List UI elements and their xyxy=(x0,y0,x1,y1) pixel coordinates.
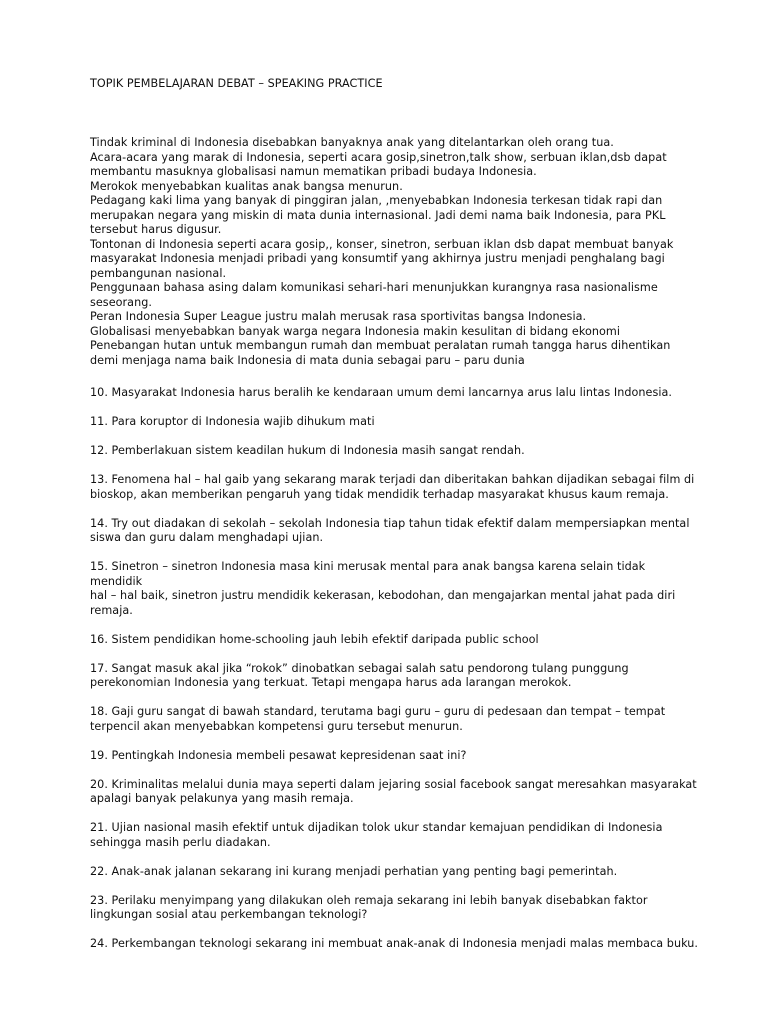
numbered-topic-list xyxy=(90,386,700,966)
intro-topic: Globalisasi menyebabkan banyak warga negara Indonesia makin kesulitan di bidang ekonomi xyxy=(90,324,621,338)
intro-topic-list xyxy=(90,136,700,368)
numbered-topic: 17. Sangat masuk akal jika “rokok” dinobatkan sebagai salah satu pendorong tulang punggung perekonomian Indonesia yang terkuat. Tetapi mengapa harus ada larangan merokok. xyxy=(90,661,629,689)
numbered-topic: 11. Para koruptor di Indonesia wajib dihukum mati xyxy=(90,415,375,428)
intro-topic: Tindak kriminal di Indonesia disebabkan banyaknya anak yang ditelantarkan oleh orang tua. xyxy=(90,136,614,149)
intro-topic: Penggunaan bahasa asing dalam komunikasi sehari-hari menunjukkan kurangnya rasa nasionalisme seseorang. xyxy=(90,281,658,309)
intro-topic: Penebangan hutan untuk membangun rumah dan membuat peralatan rumah tangga harus dihentikan demi menjaga nama baik Indonesia di mata dunia sebagai paru – paru dunia xyxy=(90,339,671,367)
intro-topic: Tontonan di Indonesia seperti acara gosip,, konser, sinetron, serbuan iklan dsb dapat membuat banyak masyarakat Indonesia menjadi pribadi yang konsumtif yang akhirnya justru menjadi penghalang bagi pembangunan nasional. xyxy=(90,237,674,280)
numbered-topic: 20. Kriminalitas melalui dunia maya seperti dalam jejaring sosial facebook sangat meresahkan masyarakat apalagi banyak pelakunya yang masih remaja. xyxy=(90,777,697,805)
numbered-topic: 16. Sistem pendidikan home-schooling jauh lebih efektif daripada public school xyxy=(90,632,539,646)
numbered-topic: 21. Ujian nasional masih efektif untuk dijadikan tolok ukur standar kemajuan pendidikan di Indonesia sehingga masih perlu diadakan. xyxy=(90,821,663,849)
intro-topic: Acara-acara yang marak di Indonesia, seperti acara gosip,sinetron,talk show, serbuan iklan,dsb dapat membantu masuknya globalisasi namun mematikan pribadi budaya Indonesia. xyxy=(90,150,667,178)
numbered-topic: 12. Pemberlakuan sistem keadilan hukum di Indonesia masih sangat rendah. xyxy=(90,444,525,457)
numbered-topic: 14. Try out diadakan di sekolah – sekolah Indonesia tiap tahun tidak efektif dalam mempersiapkan mental siswa dan guru dalam menghadapi ujian. xyxy=(90,516,690,544)
numbered-topic: 15. Sinetron – sinetron Indonesia masa kini merusak mental para anak bangsa karena selain tidak mendidik hal – hal baik, sinetron justru mendidik kekerasan, kebodohan, dan mengajarkan mental jahat pada diri remaja. xyxy=(90,560,676,617)
numbered-topic: 13. Fenomena hal – hal gaib yang sekarang marak terjadi dan diberitakan bahkan dijadikan sebagai film di bioskop, akan memberikan pengaruh yang tidak mendidik terhadap masyarakat khusus kaum remaja. xyxy=(90,473,695,501)
numbered-topic: 18. Gaji guru sangat di bawah standard, terutama bagi guru – guru di pedesaan dan tempat – tempat terpencil akan menyebabkan kompetensi guru tersebut menurun. xyxy=(90,705,666,733)
numbered-topic: 19. Pentingkah Indonesia membeli pesawat kepresidenan saat ini? xyxy=(90,748,467,762)
document-title: TOPIK PEMBELAJARAN DEBAT – SPEAKING PRACTICE xyxy=(90,77,383,90)
numbered-topic: 22. Anak-anak jalanan sekarang ini kurang menjadi perhatian yang penting bagi pemerintah. xyxy=(90,864,618,878)
intro-topic: Merokok menyebabkan kualitas anak bangsa menurun. xyxy=(90,179,403,193)
numbered-topic: 24. Perkembangan teknologi sekarang ini membuat anak-anak di Indonesia menjadi malas membaca buku. xyxy=(90,937,699,950)
numbered-topic: 10. Masyarakat Indonesia harus beralih ke kendaraan umum demi lancarnya arus lalu lintas Indonesia. xyxy=(90,386,673,399)
intro-topic: Pedagang kaki lima yang banyak di pinggiran jalan, ,menyebabkan Indonesia terkesan tidak rapi dan merupakan negara yang miskin di mata dunia internasional. Jadi demi nama baik Indonesia, para PKL tersebut harus digusur. xyxy=(90,194,666,236)
numbered-topic: 23. Perilaku menyimpang yang dilakukan oleh remaja sekarang ini lebih banyak disebabkan faktor lingkungan sosial atau perkembangan teknologi? xyxy=(90,893,648,921)
intro-topic: Peran Indonesia Super League justru malah merusak rasa sportivitas bangsa Indonesia. xyxy=(90,310,587,323)
